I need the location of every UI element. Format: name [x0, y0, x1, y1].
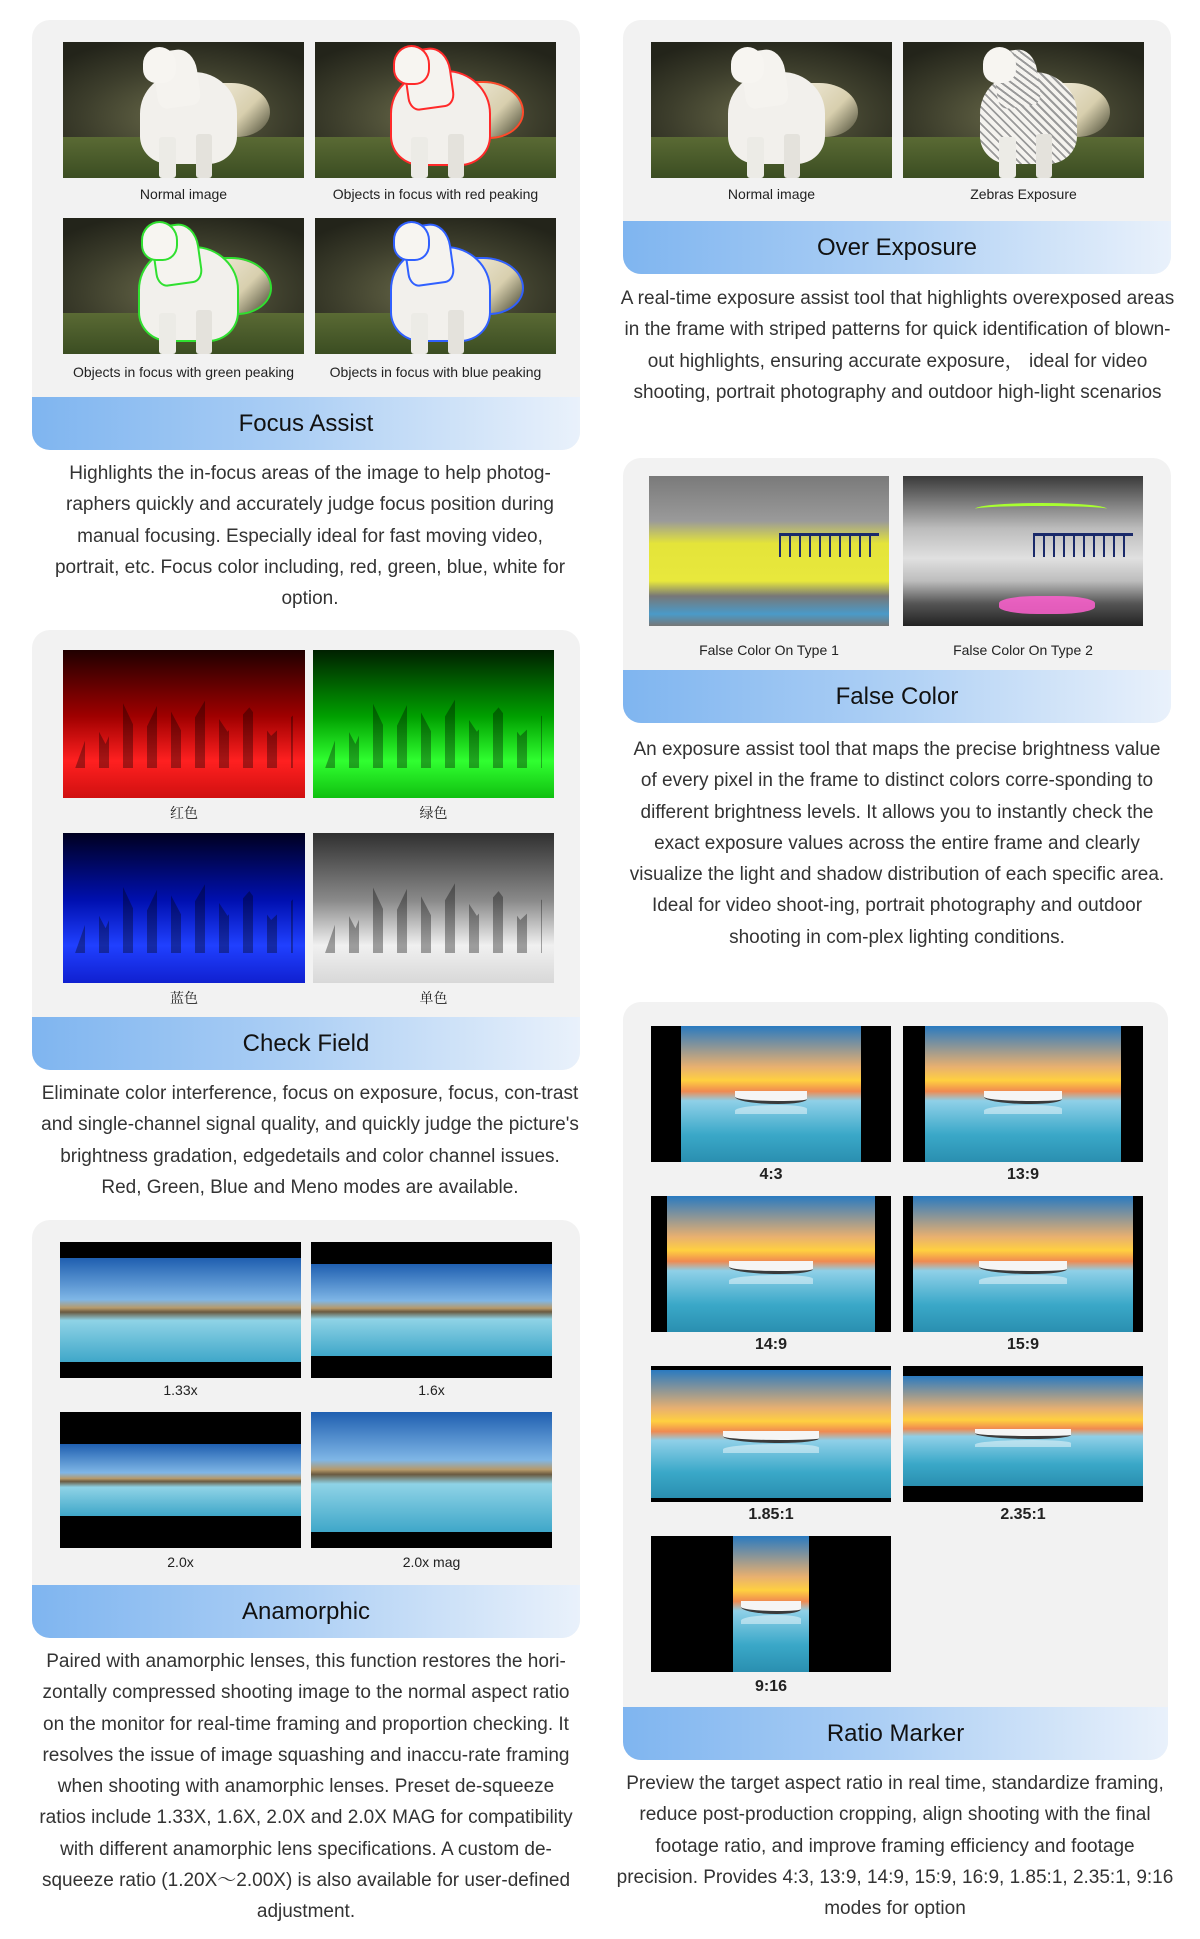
- caption-false-color-type2: False Color On Type 2: [953, 642, 1093, 658]
- caption-green: 绿色: [419, 805, 448, 821]
- ratio-marker-title: Ratio Marker: [623, 1707, 1168, 1760]
- caption-red: 红色: [170, 805, 198, 821]
- anamorphic-card: [32, 1220, 580, 1638]
- check-field-card: [32, 630, 580, 1070]
- caption-red-peaking: Objects in focus with red peaking: [332, 186, 539, 202]
- false-color-card: [623, 458, 1171, 723]
- caption-normal-image: Normal image: [139, 186, 228, 202]
- check-field-description: Eliminate color interference, focus on exposure, focus, con-trast and single-channel signal quality, and quickly judge the picture's brightness gradation, edgedetails and color channel issues. Red, Green, Blue and Meno modes are available.: [41, 1083, 579, 1198]
- false-color-type1-image: [649, 476, 889, 626]
- focus-assist-card: [32, 20, 580, 450]
- caption-133x: 1.33x: [163, 1382, 198, 1398]
- zebras-exposure-image: [903, 42, 1144, 178]
- anamorphic-20-image: [60, 1412, 301, 1548]
- false-color-title: False Color: [623, 670, 1171, 723]
- normal-horse-image: [651, 42, 892, 178]
- anamorphic-description: Paired with anamorphic lenses, this function restores the hori-zontally compressed shooting image to the normal aspect ratio on the monitor for real-time framing and proportion checking. It resolves the issue of image squashing and inaccu-rate framing when shooting with anamorphic lenses. Preset de-squeeze ratios include 1.33X, 1.6X, 2.0X and 2.0X MAG for compatibility with different anamorphic lens specifications. A custom de-squeeze ratio (1.20X～2.00X) is also available for user-defined adjustment.: [39, 1651, 573, 1923]
- focus-assist-title: Focus Assist: [32, 397, 580, 450]
- ratio-14-9-image: [651, 1196, 891, 1332]
- caption-blue-peaking: Objects in focus with blue peaking: [329, 364, 542, 380]
- caption-4-3: 4:3: [759, 1166, 783, 1183]
- green-peaking-image: [63, 218, 304, 354]
- check-field-title: Check Field: [32, 1017, 580, 1070]
- false-color-type2-image: [903, 476, 1143, 626]
- green-channel-image: [313, 650, 554, 798]
- ratio-185-1-image: [651, 1366, 891, 1502]
- red-peaking-image: [315, 42, 556, 178]
- ratio-marker-card: [623, 1002, 1168, 1760]
- red-channel-image: [63, 650, 305, 798]
- ratio-13-9-image: [903, 1026, 1143, 1162]
- blue-channel-image: [63, 833, 305, 983]
- caption-false-color-type1: False Color On Type 1: [699, 642, 839, 658]
- false-color-description: An exposure assist tool that maps the precise brightness value of every pixel in the frame to distinct colors corre-sponding to different brightness levels. It allows you to instantly check the exact exposure values across the entire frame and clearly visualize the light and shadow distribution of each specific area. Ideal for video shoot-ing, portrait photography and outdoor shooting in com-plex lighting conditions.: [629, 739, 1165, 948]
- caption-185-1: 1.85:1: [748, 1506, 794, 1523]
- blue-peaking-image: [315, 218, 556, 354]
- ratio-15-9-image: [903, 1196, 1143, 1332]
- ratio-235-1-image: [903, 1366, 1143, 1502]
- over-exposure-description: A real-time exposure assist tool that highlights overexposed areas in the frame with striped patterns for quick identification of blown-out highlights, ensuring accurate exposure， ideal for video shooting, portrait photography and outdoor high-light scenarios: [620, 288, 1175, 403]
- caption-235-1: 2.35:1: [1000, 1506, 1046, 1523]
- normal-horse-image: [63, 42, 304, 178]
- caption-14-9: 14:9: [754, 1336, 788, 1353]
- anamorphic-16-image: [311, 1242, 552, 1378]
- caption-15-9: 15:9: [1006, 1336, 1040, 1353]
- ratio-4-3-image: [651, 1026, 891, 1162]
- caption-13-9: 13:9: [1006, 1166, 1040, 1183]
- caption-16x: 1.6x: [418, 1382, 445, 1398]
- caption-zebras-exposure: Zebras Exposure: [970, 186, 1077, 202]
- caption-normal-image: Normal image: [727, 186, 816, 202]
- mono-channel-image: [313, 833, 554, 983]
- anamorphic-20-mag-image: [311, 1412, 552, 1548]
- over-exposure-card: [623, 20, 1171, 274]
- caption-20x-mag: 2.0x mag: [402, 1554, 461, 1570]
- caption-blue: 蓝色: [170, 990, 198, 1006]
- ratio-marker-description: Preview the target aspect ratio in real time, standardize framing, reduce post-production cropping, align shooting with the final footage ratio, and improve framing efficiency and footage precision. Provides 4:3, 13:9, 14:9, 15:9, 16:9, 1.85:1, 2.35:1, 9:16 modes for option: [616, 1773, 1174, 1920]
- over-exposure-title: Over Exposure: [623, 221, 1171, 274]
- anamorphic-133-image: [60, 1242, 301, 1378]
- ratio-9-16-image: [651, 1536, 891, 1672]
- caption-20x: 2.0x: [167, 1554, 194, 1570]
- caption-mono: 单色: [419, 990, 448, 1006]
- anamorphic-title: Anamorphic: [32, 1585, 580, 1638]
- caption-9-16: 9:16: [754, 1678, 788, 1695]
- focus-assist-description: Highlights the in-focus areas of the image to help photog-raphers quickly and accurately judge focus position during manual focusing. Especially ideal for fast moving video, portrait, etc. Focus color including, red, green, blue, white for option.: [54, 463, 566, 610]
- caption-green-peaking: Objects in focus with green peaking: [72, 364, 294, 380]
